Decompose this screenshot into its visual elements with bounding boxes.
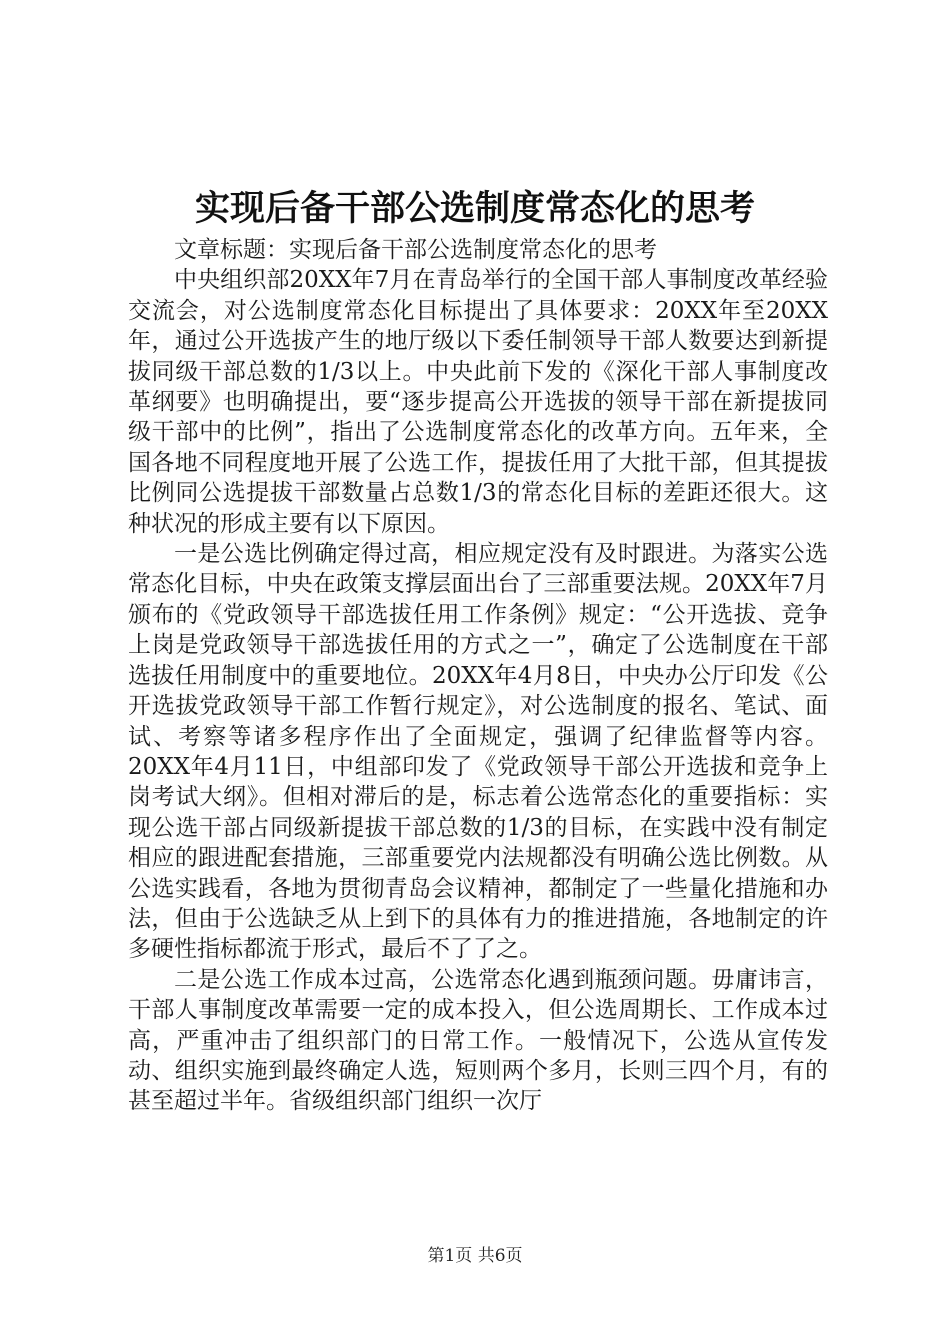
page-number-footer: 第1页 共6页 <box>427 1246 523 1266</box>
paragraph-intro: 中央组织部20XX年7月在青岛举行的全国干部人事制度改革经验交流会，对公选制度常态化目标提出了具体要求：20XX年至20XX年，通过公开选拔产生的地厅级以下委任制领导干部人数要达到新提拔同级干部总数的1/3以上。中央此前下发的《深化干部人事制度改革纲要》也明确提出，要“逐步提高公开选拔的领导干部在新提拔同级干部中的比例”，指出了公选制度常态化的改革方向。五年来，全国各地不同程度地开展了公选工作，提拔任用了大批干部，但其提拔比例同公选提拔干部数量占总数1/3的常态化目标的差距还很大。这种状况的形成主要有以下原因。 <box>128 267 828 537</box>
paragraph-reason-one: 一是公选比例确定得过高，相应规定没有及时跟进。为落实公选常态化目标，中央在政策支撑层面出台了三部重要法规。20XX年7月颁布的《党政领导干部选拔任用工作条例》规定：“公开选拔、竞争上岗是党政领导干部选拔任用的方式之一”，确定了公选制度在干部选拔任用制度中的重要地位。20XX年4月8日，中央办公厅印发《公开选拔党政领导干部工作暂行规定》，对公选制度的报名、笔试、面试、考察等诸多程序作出了全面规定，强调了纪律监督等内容。20XX年4月11日，中组部印发了《党政领导干部公开选拔和竞争上岗考试大纲》。但相对滞后的是，标志着公选常态化的重要指标：实现公选干部占同级新提拔干部总数的1/3的目标，在实践中没有制定相应的跟进配套措施，三部重要党内法规都没有明确公选比例数。从公选实践看，各地为贯彻青岛会议精神，都制定了一些量化措施和办法，但由于公选缺乏从上到下的具体有力的推进措施，各地制定的许多硬性指标都流于形式，最后不了了之。 <box>128 541 828 963</box>
paragraph-article-heading: 文章标题：实现后备干部公选制度常态化的思考 <box>174 237 657 263</box>
document-body <box>128 235 828 1117</box>
document-title: 实现后备干部公选制度常态化的思考 <box>194 188 755 229</box>
paragraph-reason-two: 二是公选工作成本过高，公选常态化遇到瓶颈问题。毋庸讳言，干部人事制度改革需要一定的成本投入，但公选周期长、工作成本过高，严重冲击了组织部门的日常工作。一般情况下，公选从宣传发动、组织实施到最终确定人选，短则两个多月，长则三四个月，有的甚至超过半年。省级组织部门组织一次厅 <box>128 966 828 1115</box>
